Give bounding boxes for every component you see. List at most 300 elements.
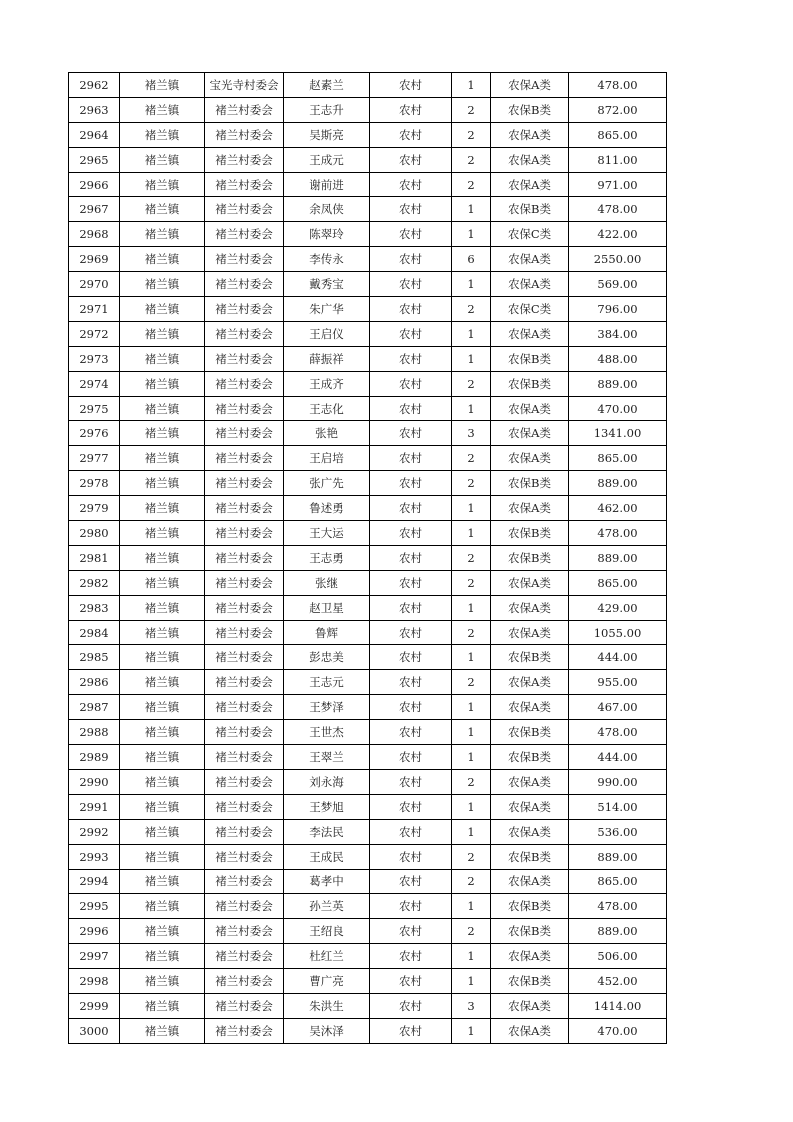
table-body <box>69 73 667 1044</box>
serial-number-cell: 3000 <box>69 1018 120 1043</box>
household-type-cell: 农村 <box>370 371 452 396</box>
town-cell: 褚兰镇 <box>120 1018 205 1043</box>
name-cell: 王志化 <box>284 396 370 421</box>
serial-number-cell: 2976 <box>69 421 120 446</box>
village-committee-cell: 褚兰村委会 <box>205 222 284 247</box>
town-cell: 褚兰镇 <box>120 297 205 322</box>
name-cell: 王大运 <box>284 521 370 546</box>
village-committee-cell: 褚兰村委会 <box>205 645 284 670</box>
serial-number-cell: 2984 <box>69 620 120 645</box>
household-type-cell: 农村 <box>370 695 452 720</box>
name-cell: 王梦旭 <box>284 794 370 819</box>
household-type-cell: 农村 <box>370 944 452 969</box>
serial-number-cell: 2973 <box>69 346 120 371</box>
name-cell: 王成民 <box>284 844 370 869</box>
insurance-category-cell: 农保B类 <box>491 471 569 496</box>
village-committee-cell: 褚兰村委会 <box>205 421 284 446</box>
serial-number-cell: 2964 <box>69 122 120 147</box>
insurance-category-cell: 农保A类 <box>491 570 569 595</box>
name-cell: 王梦泽 <box>284 695 370 720</box>
member-count-cell: 2 <box>452 545 491 570</box>
serial-number-cell: 2967 <box>69 197 120 222</box>
village-committee-cell: 褚兰村委会 <box>205 346 284 371</box>
town-cell: 褚兰镇 <box>120 272 205 297</box>
household-type-cell: 农村 <box>370 769 452 794</box>
town-cell: 褚兰镇 <box>120 869 205 894</box>
insurance-category-cell: 农保B类 <box>491 371 569 396</box>
village-committee-cell: 褚兰村委会 <box>205 122 284 147</box>
household-type-cell: 农村 <box>370 844 452 869</box>
village-committee-cell: 褚兰村委会 <box>205 844 284 869</box>
member-count-cell: 1 <box>452 794 491 819</box>
amount-cell: 506.00 <box>569 944 667 969</box>
town-cell: 褚兰镇 <box>120 595 205 620</box>
name-cell: 李法民 <box>284 819 370 844</box>
household-type-cell: 农村 <box>370 969 452 994</box>
name-cell: 赵素兰 <box>284 73 370 98</box>
table-row <box>69 595 667 620</box>
amount-cell: 990.00 <box>569 769 667 794</box>
table-row <box>69 446 667 471</box>
amount-cell: 384.00 <box>569 321 667 346</box>
village-committee-cell: 褚兰村委会 <box>205 272 284 297</box>
amount-cell: 478.00 <box>569 73 667 98</box>
household-type-cell: 农村 <box>370 147 452 172</box>
town-cell: 褚兰镇 <box>120 346 205 371</box>
village-committee-cell: 褚兰村委会 <box>205 172 284 197</box>
table-row <box>69 944 667 969</box>
village-committee-cell: 褚兰村委会 <box>205 545 284 570</box>
member-count-cell: 2 <box>452 570 491 595</box>
member-count-cell: 3 <box>452 421 491 446</box>
household-type-cell: 农村 <box>370 396 452 421</box>
amount-cell: 478.00 <box>569 894 667 919</box>
insurance-category-cell: 农保B类 <box>491 97 569 122</box>
table-row <box>69 73 667 98</box>
amount-cell: 796.00 <box>569 297 667 322</box>
name-cell: 杜红兰 <box>284 944 370 969</box>
village-committee-cell: 褚兰村委会 <box>205 197 284 222</box>
amount-cell: 889.00 <box>569 471 667 496</box>
village-committee-cell: 褚兰村委会 <box>205 595 284 620</box>
town-cell: 褚兰镇 <box>120 919 205 944</box>
table-row <box>69 247 667 272</box>
insurance-category-cell: 农保A类 <box>491 247 569 272</box>
name-cell: 王世杰 <box>284 720 370 745</box>
serial-number-cell: 2992 <box>69 819 120 844</box>
insurance-category-cell: 农保B类 <box>491 720 569 745</box>
village-committee-cell: 宝光寺村委会 <box>205 73 284 98</box>
member-count-cell: 1 <box>452 894 491 919</box>
town-cell: 褚兰镇 <box>120 645 205 670</box>
member-count-cell: 2 <box>452 371 491 396</box>
name-cell: 朱洪生 <box>284 993 370 1018</box>
town-cell: 褚兰镇 <box>120 993 205 1018</box>
insurance-category-cell: 农保A类 <box>491 869 569 894</box>
insurance-category-cell: 农保C类 <box>491 222 569 247</box>
member-count-cell: 2 <box>452 844 491 869</box>
table-row <box>69 371 667 396</box>
table-row <box>69 272 667 297</box>
town-cell: 褚兰镇 <box>120 670 205 695</box>
town-cell: 褚兰镇 <box>120 894 205 919</box>
table-row <box>69 97 667 122</box>
insurance-category-cell: 农保B类 <box>491 545 569 570</box>
serial-number-cell: 2979 <box>69 496 120 521</box>
household-type-cell: 农村 <box>370 595 452 620</box>
village-committee-cell: 褚兰村委会 <box>205 147 284 172</box>
amount-cell: 478.00 <box>569 720 667 745</box>
table-row <box>69 471 667 496</box>
name-cell: 赵卫星 <box>284 595 370 620</box>
town-cell: 褚兰镇 <box>120 222 205 247</box>
amount-cell: 444.00 <box>569 645 667 670</box>
town-cell: 褚兰镇 <box>120 496 205 521</box>
table-row <box>69 147 667 172</box>
member-count-cell: 1 <box>452 745 491 770</box>
insurance-category-cell: 农保B类 <box>491 969 569 994</box>
insurance-category-cell: 农保A类 <box>491 147 569 172</box>
amount-cell: 478.00 <box>569 521 667 546</box>
amount-cell: 444.00 <box>569 745 667 770</box>
serial-number-cell: 2994 <box>69 869 120 894</box>
village-committee-cell: 褚兰村委会 <box>205 769 284 794</box>
serial-number-cell: 2989 <box>69 745 120 770</box>
insurance-category-cell: 农保B类 <box>491 844 569 869</box>
member-count-cell: 1 <box>452 496 491 521</box>
town-cell: 褚兰镇 <box>120 745 205 770</box>
member-count-cell: 1 <box>452 321 491 346</box>
household-type-cell: 农村 <box>370 570 452 595</box>
amount-cell: 536.00 <box>569 819 667 844</box>
village-committee-cell: 褚兰村委会 <box>205 944 284 969</box>
insurance-category-cell: 农保A类 <box>491 595 569 620</box>
village-committee-cell: 褚兰村委会 <box>205 695 284 720</box>
town-cell: 褚兰镇 <box>120 73 205 98</box>
town-cell: 褚兰镇 <box>120 769 205 794</box>
member-count-cell: 1 <box>452 73 491 98</box>
household-type-cell: 农村 <box>370 197 452 222</box>
amount-cell: 429.00 <box>569 595 667 620</box>
serial-number-cell: 2990 <box>69 769 120 794</box>
amount-cell: 452.00 <box>569 969 667 994</box>
town-cell: 褚兰镇 <box>120 446 205 471</box>
amount-cell: 889.00 <box>569 844 667 869</box>
household-type-cell: 农村 <box>370 745 452 770</box>
insurance-category-cell: 农保A类 <box>491 421 569 446</box>
amount-cell: 467.00 <box>569 695 667 720</box>
insurance-category-cell: 农保C类 <box>491 297 569 322</box>
member-count-cell: 1 <box>452 346 491 371</box>
table-row <box>69 122 667 147</box>
table-row <box>69 521 667 546</box>
amount-cell: 865.00 <box>569 869 667 894</box>
village-committee-cell: 褚兰村委会 <box>205 247 284 272</box>
town-cell: 褚兰镇 <box>120 794 205 819</box>
member-count-cell: 2 <box>452 122 491 147</box>
insurance-category-cell: 农保A类 <box>491 172 569 197</box>
table-row <box>69 794 667 819</box>
serial-number-cell: 2966 <box>69 172 120 197</box>
amount-cell: 1414.00 <box>569 993 667 1018</box>
table-row <box>69 670 667 695</box>
insurance-category-cell: 农保B类 <box>491 346 569 371</box>
village-committee-cell: 褚兰村委会 <box>205 321 284 346</box>
member-count-cell: 1 <box>452 197 491 222</box>
village-committee-cell: 褚兰村委会 <box>205 371 284 396</box>
serial-number-cell: 2978 <box>69 471 120 496</box>
name-cell: 刘永海 <box>284 769 370 794</box>
name-cell: 张广先 <box>284 471 370 496</box>
serial-number-cell: 2998 <box>69 969 120 994</box>
member-count-cell: 2 <box>452 769 491 794</box>
insurance-category-cell: 农保A类 <box>491 620 569 645</box>
amount-cell: 872.00 <box>569 97 667 122</box>
serial-number-cell: 2977 <box>69 446 120 471</box>
serial-number-cell: 2971 <box>69 297 120 322</box>
name-cell: 吴斯亮 <box>284 122 370 147</box>
town-cell: 褚兰镇 <box>120 695 205 720</box>
table-row <box>69 321 667 346</box>
village-committee-cell: 褚兰村委会 <box>205 446 284 471</box>
serial-number-cell: 2987 <box>69 695 120 720</box>
member-count-cell: 2 <box>452 297 491 322</box>
amount-cell: 889.00 <box>569 919 667 944</box>
name-cell: 王启培 <box>284 446 370 471</box>
town-cell: 褚兰镇 <box>120 147 205 172</box>
name-cell: 王绍良 <box>284 919 370 944</box>
village-committee-cell: 褚兰村委会 <box>205 993 284 1018</box>
table-row <box>69 570 667 595</box>
town-cell: 褚兰镇 <box>120 620 205 645</box>
serial-number-cell: 2974 <box>69 371 120 396</box>
serial-number-cell: 2980 <box>69 521 120 546</box>
name-cell: 鲁述勇 <box>284 496 370 521</box>
table-row <box>69 346 667 371</box>
insurance-category-cell: 农保A类 <box>491 122 569 147</box>
serial-number-cell: 2962 <box>69 73 120 98</box>
town-cell: 褚兰镇 <box>120 122 205 147</box>
name-cell: 吴沐泽 <box>284 1018 370 1043</box>
table-row <box>69 620 667 645</box>
table-row <box>69 222 667 247</box>
name-cell: 王志元 <box>284 670 370 695</box>
household-type-cell: 农村 <box>370 545 452 570</box>
household-type-cell: 农村 <box>370 346 452 371</box>
insurance-category-cell: 农保A类 <box>491 819 569 844</box>
town-cell: 褚兰镇 <box>120 97 205 122</box>
household-type-cell: 农村 <box>370 421 452 446</box>
insurance-category-cell: 农保A类 <box>491 73 569 98</box>
table-row <box>69 695 667 720</box>
member-count-cell: 1 <box>452 969 491 994</box>
insurance-category-cell: 农保A类 <box>491 496 569 521</box>
name-cell: 彭忠美 <box>284 645 370 670</box>
household-type-cell: 农村 <box>370 73 452 98</box>
amount-cell: 462.00 <box>569 496 667 521</box>
household-type-cell: 农村 <box>370 272 452 297</box>
member-count-cell: 2 <box>452 919 491 944</box>
member-count-cell: 2 <box>452 97 491 122</box>
village-committee-cell: 褚兰村委会 <box>205 297 284 322</box>
amount-cell: 889.00 <box>569 371 667 396</box>
table-row <box>69 969 667 994</box>
table-row <box>69 645 667 670</box>
serial-number-cell: 2970 <box>69 272 120 297</box>
serial-number-cell: 2996 <box>69 919 120 944</box>
household-type-cell: 农村 <box>370 869 452 894</box>
amount-cell: 2550.00 <box>569 247 667 272</box>
name-cell: 曹广亮 <box>284 969 370 994</box>
insurance-category-cell: 农保B类 <box>491 197 569 222</box>
insurance-category-cell: 农保B类 <box>491 645 569 670</box>
amount-cell: 865.00 <box>569 446 667 471</box>
town-cell: 褚兰镇 <box>120 545 205 570</box>
table-row <box>69 993 667 1018</box>
table-row <box>69 869 667 894</box>
village-committee-cell: 褚兰村委会 <box>205 620 284 645</box>
village-committee-cell: 褚兰村委会 <box>205 521 284 546</box>
member-count-cell: 1 <box>452 521 491 546</box>
amount-cell: 470.00 <box>569 396 667 421</box>
serial-number-cell: 2969 <box>69 247 120 272</box>
table-row <box>69 297 667 322</box>
household-type-cell: 农村 <box>370 993 452 1018</box>
member-count-cell: 2 <box>452 620 491 645</box>
name-cell: 朱广华 <box>284 297 370 322</box>
amount-cell: 889.00 <box>569 545 667 570</box>
member-count-cell: 2 <box>452 147 491 172</box>
household-type-cell: 农村 <box>370 222 452 247</box>
name-cell: 王志勇 <box>284 545 370 570</box>
village-committee-cell: 褚兰村委会 <box>205 819 284 844</box>
serial-number-cell: 2995 <box>69 894 120 919</box>
household-type-cell: 农村 <box>370 1018 452 1043</box>
table-row <box>69 545 667 570</box>
amount-cell: 422.00 <box>569 222 667 247</box>
household-type-cell: 农村 <box>370 122 452 147</box>
serial-number-cell: 2982 <box>69 570 120 595</box>
name-cell: 王成齐 <box>284 371 370 396</box>
town-cell: 褚兰镇 <box>120 371 205 396</box>
serial-number-cell: 2999 <box>69 993 120 1018</box>
serial-number-cell: 2981 <box>69 545 120 570</box>
village-committee-cell: 褚兰村委会 <box>205 570 284 595</box>
amount-cell: 1055.00 <box>569 620 667 645</box>
amount-cell: 955.00 <box>569 670 667 695</box>
village-committee-cell: 褚兰村委会 <box>205 894 284 919</box>
insurance-category-cell: 农保B类 <box>491 894 569 919</box>
town-cell: 褚兰镇 <box>120 570 205 595</box>
insurance-category-cell: 农保A类 <box>491 670 569 695</box>
member-count-cell: 1 <box>452 819 491 844</box>
village-committee-cell: 褚兰村委会 <box>205 720 284 745</box>
serial-number-cell: 2965 <box>69 147 120 172</box>
insurance-category-cell: 农保B类 <box>491 745 569 770</box>
village-committee-cell: 褚兰村委会 <box>205 396 284 421</box>
name-cell: 王成元 <box>284 147 370 172</box>
insurance-category-cell: 农保A类 <box>491 794 569 819</box>
village-committee-cell: 褚兰村委会 <box>205 471 284 496</box>
village-committee-cell: 褚兰村委会 <box>205 97 284 122</box>
household-type-cell: 农村 <box>370 794 452 819</box>
town-cell: 褚兰镇 <box>120 720 205 745</box>
member-count-cell: 1 <box>452 595 491 620</box>
member-count-cell: 3 <box>452 993 491 1018</box>
member-count-cell: 2 <box>452 172 491 197</box>
name-cell: 王翠兰 <box>284 745 370 770</box>
serial-number-cell: 2991 <box>69 794 120 819</box>
insurance-category-cell: 农保A类 <box>491 769 569 794</box>
amount-cell: 514.00 <box>569 794 667 819</box>
household-type-cell: 农村 <box>370 172 452 197</box>
amount-cell: 1341.00 <box>569 421 667 446</box>
serial-number-cell: 2975 <box>69 396 120 421</box>
town-cell: 褚兰镇 <box>120 396 205 421</box>
insurance-category-cell: 农保B类 <box>491 919 569 944</box>
town-cell: 褚兰镇 <box>120 197 205 222</box>
member-count-cell: 2 <box>452 670 491 695</box>
table-row <box>69 172 667 197</box>
serial-number-cell: 2985 <box>69 645 120 670</box>
member-count-cell: 1 <box>452 645 491 670</box>
village-committee-cell: 褚兰村委会 <box>205 794 284 819</box>
member-count-cell: 1 <box>452 720 491 745</box>
table-row <box>69 844 667 869</box>
name-cell: 张艳 <box>284 421 370 446</box>
table-row <box>69 769 667 794</box>
name-cell: 薛振祥 <box>284 346 370 371</box>
name-cell: 张继 <box>284 570 370 595</box>
insurance-category-cell: 农保A类 <box>491 396 569 421</box>
table-row <box>69 894 667 919</box>
serial-number-cell: 2997 <box>69 944 120 969</box>
name-cell: 戴秀宝 <box>284 272 370 297</box>
town-cell: 褚兰镇 <box>120 819 205 844</box>
household-type-cell: 农村 <box>370 446 452 471</box>
serial-number-cell: 2963 <box>69 97 120 122</box>
insurance-category-cell: 农保A类 <box>491 1018 569 1043</box>
household-type-cell: 农村 <box>370 321 452 346</box>
name-cell: 鲁辉 <box>284 620 370 645</box>
insurance-category-cell: 农保A类 <box>491 272 569 297</box>
relief-table <box>68 72 667 1044</box>
village-committee-cell: 褚兰村委会 <box>205 1018 284 1043</box>
town-cell: 褚兰镇 <box>120 172 205 197</box>
member-count-cell: 1 <box>452 1018 491 1043</box>
name-cell: 王志升 <box>284 97 370 122</box>
village-committee-cell: 褚兰村委会 <box>205 969 284 994</box>
member-count-cell: 2 <box>452 446 491 471</box>
household-type-cell: 农村 <box>370 645 452 670</box>
name-cell: 葛孝中 <box>284 869 370 894</box>
table-row <box>69 919 667 944</box>
household-type-cell: 农村 <box>370 620 452 645</box>
table-row <box>69 745 667 770</box>
member-count-cell: 1 <box>452 695 491 720</box>
town-cell: 褚兰镇 <box>120 321 205 346</box>
household-type-cell: 农村 <box>370 471 452 496</box>
amount-cell: 971.00 <box>569 172 667 197</box>
household-type-cell: 农村 <box>370 97 452 122</box>
name-cell: 余凤侠 <box>284 197 370 222</box>
village-committee-cell: 褚兰村委会 <box>205 919 284 944</box>
insurance-category-cell: 农保A类 <box>491 321 569 346</box>
insurance-category-cell: 农保B类 <box>491 521 569 546</box>
town-cell: 褚兰镇 <box>120 969 205 994</box>
amount-cell: 865.00 <box>569 570 667 595</box>
member-count-cell: 6 <box>452 247 491 272</box>
